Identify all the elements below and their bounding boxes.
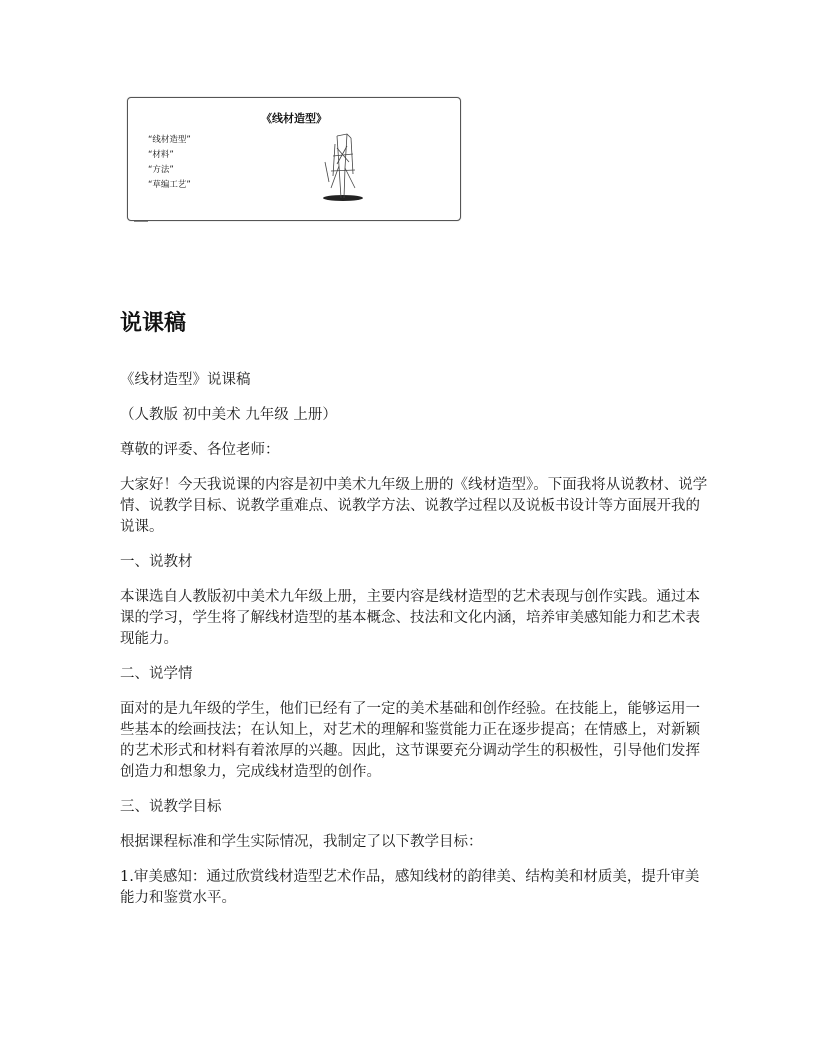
wire-sculpture-image	[311, 126, 371, 204]
subtitle: 《线材造型》说课稿	[120, 372, 251, 388]
body-paragraph: 本课选自人教版初中美术九年级上册，主要内容是线材造型的艺术表现与创作实践。通过本课的学习，学生将了解线材造型的基本概念、技法和文化内涵，培养审美感知能力和艺术表现能力。	[120, 589, 700, 647]
document-body	[120, 300, 710, 923]
intro-paragraph: 大家好！今天我说课的内容是初中美术九年级上册的《线材造型》。下面我将从说教材、说学情、说教学目标、说教学重难点、说教学方法、说教学过程以及说板书设计等方面展开我的说课。	[120, 477, 708, 535]
section-heading: 一、说教材	[120, 554, 193, 570]
page-title: 说课稿	[120, 311, 187, 336]
section-heading: 二、说学情	[120, 666, 193, 682]
body-paragraph: 根据课程标准和学生实际情况，我制定了以下教学目标：	[120, 834, 483, 850]
slide-bullet-item: “线材造型”	[148, 135, 191, 145]
goal-item: 1.审美感知：通过欣赏线材造型艺术作品，感知线材的韵律美、结构美和材质美，提升审美能力和鉴赏水平。	[120, 869, 700, 906]
slide-bullet-item: “材料”	[148, 150, 174, 160]
section-heading: 三、说教学目标	[120, 799, 222, 815]
slide-bullet-list	[148, 133, 191, 193]
slide-bullet-item: “方法”	[148, 165, 174, 175]
body-paragraph: 面对的是九年级的学生，他们已经有了一定的美术基础和创作经验。在技能上，能够运用一些基本的绘画技法；在认知上，对艺术的理解和鉴赏能力正在逐步提高；在情感上，对新颖的艺术形式和材料有着浓厚的兴趣。因此，这节课要充分调动学生的积极性，引导他们发挥创造力和想象力，完成线材造型的创作。	[120, 701, 700, 780]
slide-title: 《线材造型》	[261, 112, 327, 125]
edition-note: （人教版 初中美术 九年级 上册）	[120, 407, 337, 423]
slide-bullet-item: “草编工艺”	[148, 180, 191, 190]
greeting: 尊敬的评委、各位老师：	[120, 442, 280, 458]
divider-mark	[134, 221, 148, 222]
slide-thumbnail	[127, 97, 461, 221]
